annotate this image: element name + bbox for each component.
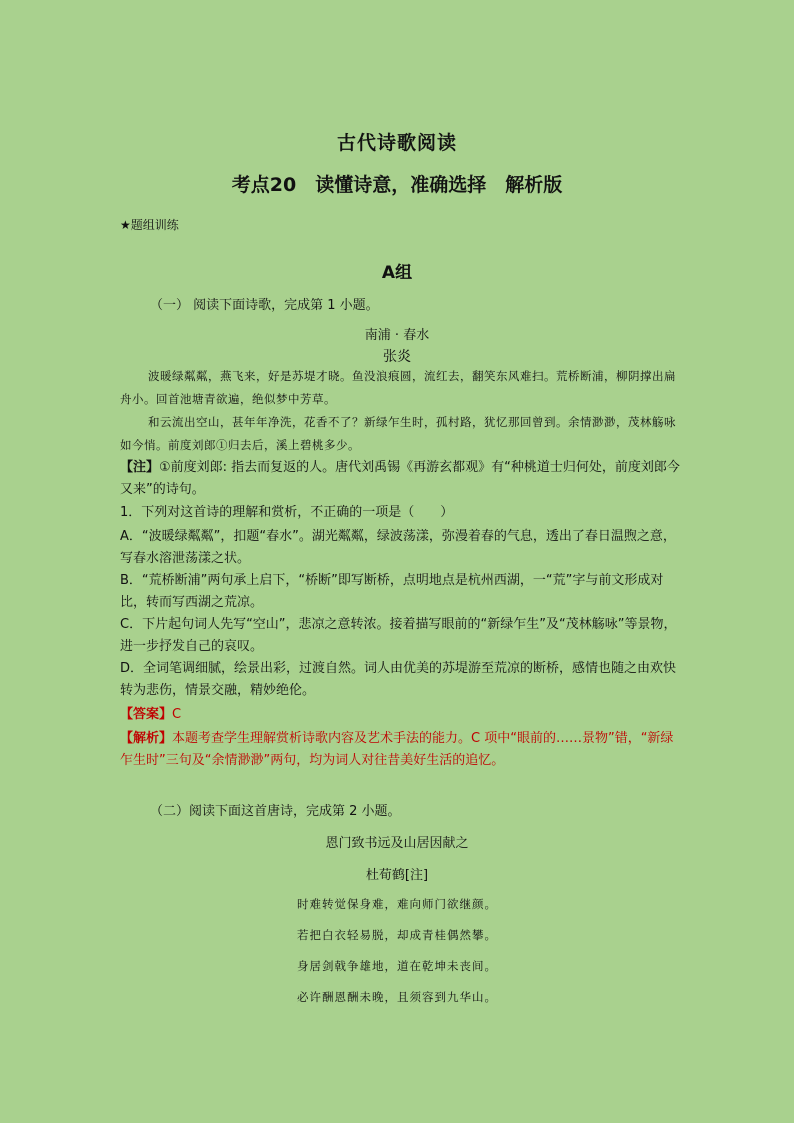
q2-poem-line-4: 必许酬恩酬未晚，且须容到九华山。 <box>297 990 497 1004</box>
q1-answer <box>120 704 680 726</box>
q1-option-c: C．下片起句词人先写“空山”，悲凉之意转浓。接着描写眼前的“新绿乍生”及“茂林觞咏”等景物，进一步抒发自己的哀叹。 <box>120 617 677 654</box>
document-subtitle: 考点20 读懂诗意，准确选择 解析版 <box>231 174 563 196</box>
q1-question: 1．下列对这首诗的理解和赏析，不正确的一项是（ ） <box>120 505 454 520</box>
q1-intro: （一） 阅读下面诗歌，完成第 1 小题。 <box>150 298 379 313</box>
analysis-text: 本题考查学生理解赏析诗歌内容及艺术手法的能力。C 项中“眼前的……景物”错，“新绿乍生时”三句及“余情渺渺”两句，均为词人对往昔美好生活的追忆。 <box>120 731 674 768</box>
document-title: 古代诗歌阅读 <box>336 132 457 154</box>
note-text: ①前度刘郎: 指去而复返的人。唐代刘禹锡《再游玄都观》有“种桃道士归何处，前度刘郎今又来”的诗句。 <box>120 460 680 497</box>
q1-note <box>120 457 680 501</box>
q1-option-d: D．全词笔调细腻，绘景出彩，过渡自然。词人由优美的苏堤游至荒凉的断桥，感情也随之由欢快转为悲伤，情景交融，精妙绝伦。 <box>120 661 677 698</box>
q2-intro: （二）阅读下面这首唐诗，完成第 2 小题。 <box>150 804 401 819</box>
q1-poem-para2: 和云流出空山，甚年年净洗，花香不了？新绿乍生时，孤村路，犹忆那回曾到。余情渺渺，茂林觞咏如今悄。前度刘郎①归去后，溪上碧桃多少。 <box>120 415 676 452</box>
q2-poem-title: 恩门致书远及山居因献之 <box>325 836 469 851</box>
note-label: 【注】 <box>120 460 160 475</box>
section-note: ★题组训练 <box>120 218 179 232</box>
q1-option-a: A．“波暖绿粼粼”，扣题“春水”。湖光粼粼，绿波荡漾，弥漫着春的气息，透出了春日温煦之意，写春水溶泄荡漾之状。 <box>120 529 676 566</box>
answer-label: 【答案】 <box>120 707 173 722</box>
group-title: A组 <box>381 263 413 283</box>
q1-poem-para1: 波暖绿粼粼，燕飞来，好是苏堤才晓。鱼没浪痕圆，流红去，翻笑东风难扫。荒桥断浦，柳阴撑出扁舟小。回首池塘青欲遍，绝似梦中芳草。 <box>120 369 676 406</box>
q1-poem-author: 张炎 <box>383 349 411 365</box>
answer-value: C <box>172 707 182 722</box>
analysis-label: 【解析】 <box>120 731 173 746</box>
q2-poem-line-3: 身居剑戟争雄地，道在乾坤未丧间。 <box>297 959 497 973</box>
q2-poem-line-2: 若把白衣轻易脱，却成青桂偶然攀。 <box>297 928 497 942</box>
q1-option-b: B．“荒桥断浦”两句承上启下，“桥断”即写断桥，点明地点是杭州西湖，一“荒”字与前文形成对比，转而写西湖之荒凉。 <box>120 573 664 610</box>
q2-poem-author: 杜荀鹤[注] <box>365 868 429 883</box>
q2-poem-line-1: 时难转觉保身难，难向师门欲继颜。 <box>297 897 497 911</box>
q1-analysis <box>120 728 680 772</box>
q1-poem-title: 南浦 · 春水 <box>364 328 430 343</box>
